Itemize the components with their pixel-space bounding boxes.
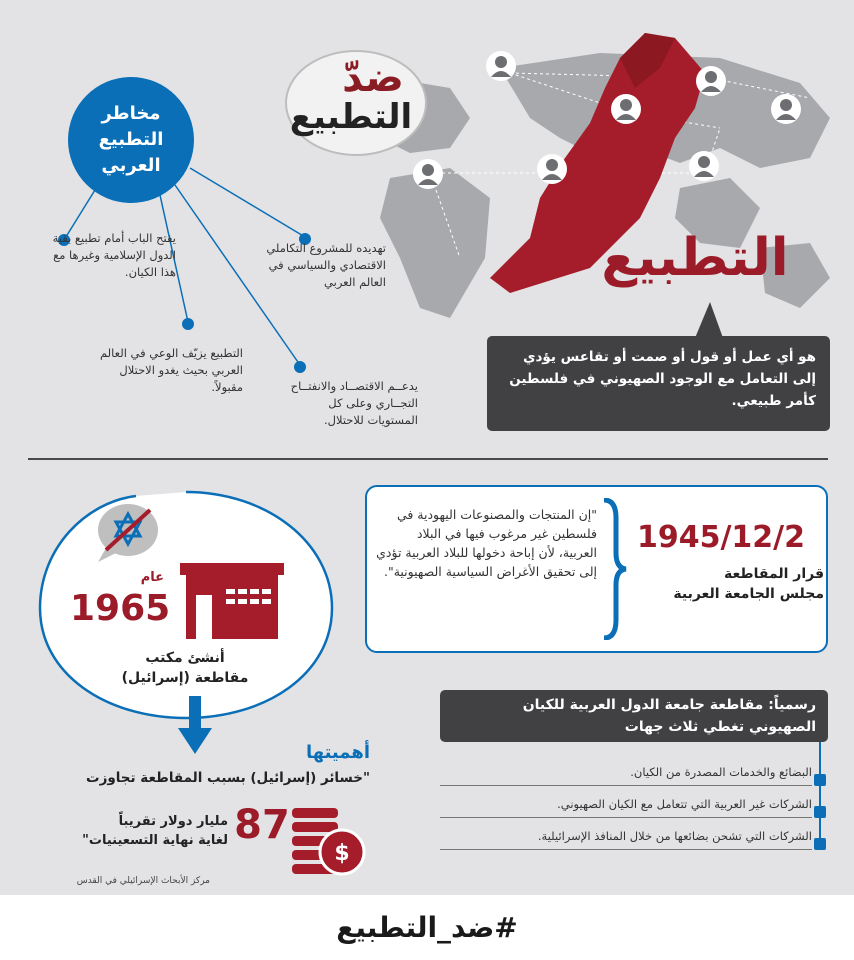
boycott-item: الشركات التي تشحن بضائعها من خلال المنافذ الإسرائيلية. bbox=[440, 826, 812, 850]
importance-period: لغاية نهاية التسعينيات" bbox=[82, 833, 228, 848]
risk-item: تهديده للمشروع التكاملي الاقتصادي والسياسي في العالم العربي bbox=[266, 241, 386, 289]
definition-box: هو أي عمل أو قول أو صمت أو تقاعس يؤدي إلى التعامل مع الوجود الصهيوني في فلسطين كأمر طبيعي. bbox=[487, 336, 830, 431]
section-divider bbox=[28, 458, 828, 460]
coins-icon bbox=[288, 800, 368, 880]
footer-hashtag: #ضد_التطبيع bbox=[336, 911, 518, 944]
boycott-item: الشركات غير العربية التي تتعامل مع الكيان الصهيوني. bbox=[440, 794, 812, 818]
decision-line: قرار المقاطعة bbox=[724, 566, 824, 582]
logo-text-top: ضدّ bbox=[342, 55, 404, 101]
importance-amount: مليار دولار تقريباً bbox=[118, 814, 228, 829]
svg-text:$: $ bbox=[334, 841, 350, 866]
boycott-heading-box: رسمياً: مقاطعة جامعة الدول العربية للكيان الصهيوني تغطي ثلاث جهات bbox=[440, 690, 828, 742]
person-pin-icon bbox=[610, 93, 642, 127]
bullet-icon bbox=[814, 774, 826, 786]
importance-line: "خسائر (إسرائيل) بسبب المقاطعة تجاوزت bbox=[86, 770, 370, 786]
down-arrow-icon bbox=[178, 696, 212, 756]
risks-heading-circle bbox=[68, 77, 194, 203]
risks-heading-line: مخاطر bbox=[101, 103, 161, 124]
decision-date: 1945/12/2 bbox=[636, 520, 806, 555]
office-year: 1965 bbox=[70, 588, 171, 629]
decision-quote: "إن المنتجات والمصنوعات اليهودية في فلسطين غير مرغوب فيها في البلاد العربية، لأن إباحة دخولها للبلاد العربية تؤدي إلى تحقيق الأغراض السياسية الصهيونية". bbox=[376, 507, 597, 579]
person-pin-icon bbox=[536, 153, 568, 187]
bullet-icon bbox=[814, 838, 826, 850]
office-line: مقاطعة (إسرائيل) bbox=[121, 670, 249, 686]
building-icon bbox=[172, 555, 292, 641]
boycott-item: البضائع والخدمات المصدرة من الكيان. bbox=[440, 762, 812, 786]
risks-heading-line: العربي bbox=[101, 155, 161, 176]
risk-item: يفتح الباب أمام تطبيع بقية الدول الإسلامية وغيرها مع هذا الكيان. bbox=[52, 231, 176, 279]
risk-item: التطبيع يزيّف الوعي في العالم العربي بحيث يغدو الاحتلال مقبولاً. bbox=[99, 346, 243, 394]
office-caption bbox=[110, 648, 260, 688]
decision-line: مجلس الجامعة العربية bbox=[673, 586, 824, 602]
importance-number: 87 bbox=[234, 802, 290, 848]
risks-heading-line: التطبيع bbox=[98, 129, 164, 150]
speech-pointer bbox=[685, 300, 725, 340]
person-pin-icon bbox=[688, 150, 720, 184]
importance-heading: أهميتها bbox=[305, 742, 370, 763]
office-line: أنشئ مكتب bbox=[145, 650, 225, 666]
risk-item: يدعــم الاقتصــاد والانفتــاح التجــاري وعلى كل المستويات للاحتلال. bbox=[290, 379, 418, 427]
year-label: عام bbox=[140, 570, 164, 585]
no-star-icon bbox=[96, 500, 162, 566]
logo-text-bottom: التطبيع bbox=[289, 97, 413, 137]
page-title: التطبيع bbox=[601, 228, 789, 288]
bullet-icon bbox=[814, 806, 826, 818]
person-pin-icon bbox=[695, 65, 727, 99]
decision-title bbox=[614, 564, 824, 604]
importance-detail bbox=[70, 812, 228, 850]
source-note: مركز الأبحاث الإسرائيلي في القدس bbox=[76, 876, 210, 886]
person-pin-icon bbox=[770, 93, 802, 127]
person-pin-icon bbox=[485, 50, 517, 84]
